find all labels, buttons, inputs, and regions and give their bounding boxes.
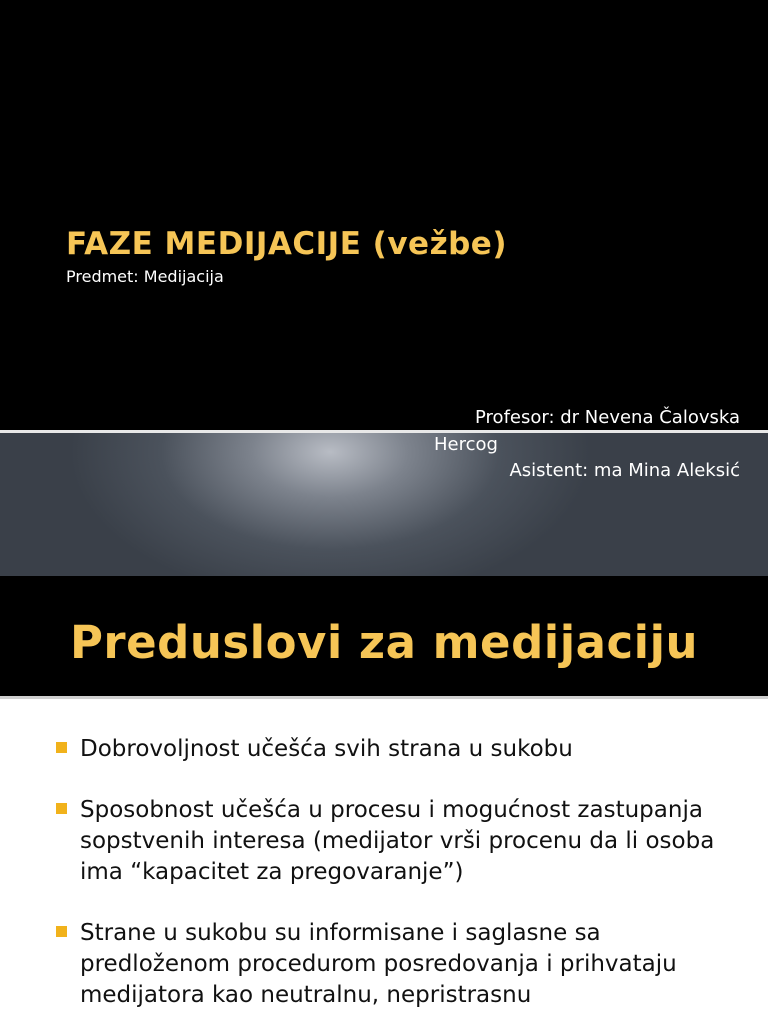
bullet-text: Strane u sukobu su informisane i saglasne sa predloženom procedurom posredovanja i prihvataju medijatora kao neutralnu, nepristrasnu <box>80 920 677 1008</box>
content-slide-heading: Preduslovi za medijaciju <box>69 616 699 669</box>
title-slide-heading: FAZE MEDIJACIJE (vežbe) <box>66 226 507 262</box>
content-slide-header <box>0 576 768 696</box>
title-slide-divider <box>0 430 768 433</box>
bullet-item <box>56 795 736 888</box>
square-bullet-icon <box>56 926 67 937</box>
professor-name-line-1: Profesor: dr Nevena Čalovska <box>475 407 740 428</box>
square-bullet-icon <box>56 803 67 814</box>
title-slide-gradient-band <box>0 432 768 576</box>
bullet-item <box>56 918 736 1011</box>
bullet-list <box>56 734 736 1024</box>
title-slide-subtitle: Predmet: Medijacija <box>66 267 224 286</box>
bullet-text: Dobrovoljnost učešća svih strana u sukobu <box>80 736 573 762</box>
assistant-name: Asistent: ma Mina Aleksić <box>509 460 740 481</box>
bullet-item <box>56 734 736 765</box>
bullet-text: Sposobnost učešća u procesu i mogućnost zastupanja sopstvenih interesa (medijator vrši procenu da li osoba ima “kapacitet za pregovaranje”) <box>80 797 715 885</box>
content-slide[interactable] <box>0 576 768 1024</box>
professor-name-line-2: Hercog <box>434 434 498 455</box>
content-slide-divider <box>0 696 768 699</box>
square-bullet-icon <box>56 742 67 753</box>
